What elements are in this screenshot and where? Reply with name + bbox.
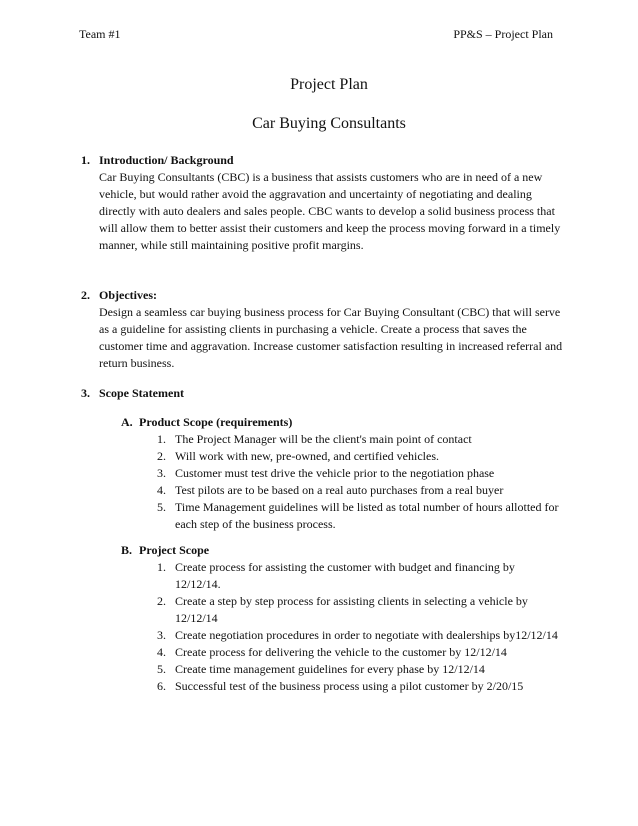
subsection-heading <box>121 414 561 431</box>
item-text: Time Management guidelines will be listed as total number of hours allotted for each step of the business process. <box>175 500 559 531</box>
section-scope-statement <box>81 385 571 402</box>
section-heading <box>81 152 571 169</box>
item-text: Customer must test drive the vehicle prior to the negotiation phase <box>175 466 495 480</box>
section-objectives <box>81 287 571 372</box>
subsection-title: Product Scope <box>139 415 214 429</box>
subsection-title: Project Scope <box>139 543 210 557</box>
section-title: Introduction/ Background <box>99 153 234 167</box>
project-scope-list <box>157 559 561 695</box>
product-scope-list <box>157 431 561 533</box>
item-number: 5. <box>157 500 166 514</box>
product-scope <box>121 414 561 533</box>
section-title: Objectives: <box>99 288 157 302</box>
item-text: The Project Manager will be the client's main point of contact <box>175 432 472 446</box>
item-text: Create time management guidelines for every phase by 12/12/14 <box>175 662 485 676</box>
section-body: Car Buying Consultants (CBC) is a business that assists customers who are in need of a new vehicle, but would rather avoid the aggravation and uncertainty of negotiating and dealing directly with auto dealers and sales people. CBC wants to develop a solid business process that will allow them to better assist their customers and keep the process moving forward in a timely manner, while still maintaining positive profit margins. <box>99 170 561 252</box>
page-subtitle: Car Buying Consultants <box>252 115 406 132</box>
subsection-letter: B. <box>121 543 133 557</box>
header-team: Team #1 <box>79 27 121 41</box>
header-doc-title: PP&S – Project Plan <box>453 27 553 41</box>
section-heading <box>81 287 571 304</box>
item-text: Test pilots are to be based on a real auto purchases from a real buyer <box>175 483 504 497</box>
section-introduction <box>81 152 571 254</box>
list-item <box>157 482 561 499</box>
page-title: Project Plan <box>290 76 368 93</box>
section-title: Scope Statement <box>99 386 184 400</box>
section-body: Design a seamless car buying business process for Car Buying Consultant (CBC) that will serve as a guideline for assisting clients in purchasing a vehicle. Create a process that saves the customer time and aggravation. Increase customer satisfaction resulting in increased referral and return business. <box>99 305 563 370</box>
item-text: Create process for assisting the customer with budget and financing by 12/12/14. <box>175 560 515 591</box>
item-number: 3. <box>157 628 166 642</box>
list-item <box>157 644 561 661</box>
item-number: 1. <box>157 432 166 446</box>
subsection-heading <box>121 542 561 559</box>
item-text: Will work with new, pre-owned, and certified vehicles. <box>175 449 439 463</box>
list-item <box>157 661 561 678</box>
section-heading <box>81 385 571 402</box>
list-item <box>157 499 561 533</box>
item-text: Successful test of the business process using a pilot customer by 2/20/15 <box>175 679 524 693</box>
list-item <box>157 593 561 627</box>
subsection-title-suffix: (requirements) <box>216 415 293 429</box>
item-number: 4. <box>157 645 166 659</box>
list-item <box>157 678 561 695</box>
item-text: Create a step by step process for assisting clients in selecting a vehicle by 12/12/14 <box>175 594 528 625</box>
item-number: 4. <box>157 483 166 497</box>
item-number: 2. <box>157 594 166 608</box>
subsection-letter: A. <box>121 415 133 429</box>
list-item <box>157 559 561 593</box>
item-text: Create negotiation procedures in order to negotiate with dealerships by12/12/14 <box>175 628 558 642</box>
list-item <box>157 465 561 482</box>
list-item <box>157 431 561 448</box>
item-number: 6. <box>157 679 166 693</box>
section-number: 2. <box>81 288 90 302</box>
project-scope <box>121 542 561 695</box>
list-item <box>157 448 561 465</box>
section-number: 3. <box>81 386 90 400</box>
item-text: Create process for delivering the vehicle to the customer by 12/12/14 <box>175 645 507 659</box>
item-number: 2. <box>157 449 166 463</box>
list-item <box>157 627 561 644</box>
item-number: 5. <box>157 662 166 676</box>
item-number: 1. <box>157 560 166 574</box>
item-number: 3. <box>157 466 166 480</box>
section-number: 1. <box>81 153 90 167</box>
